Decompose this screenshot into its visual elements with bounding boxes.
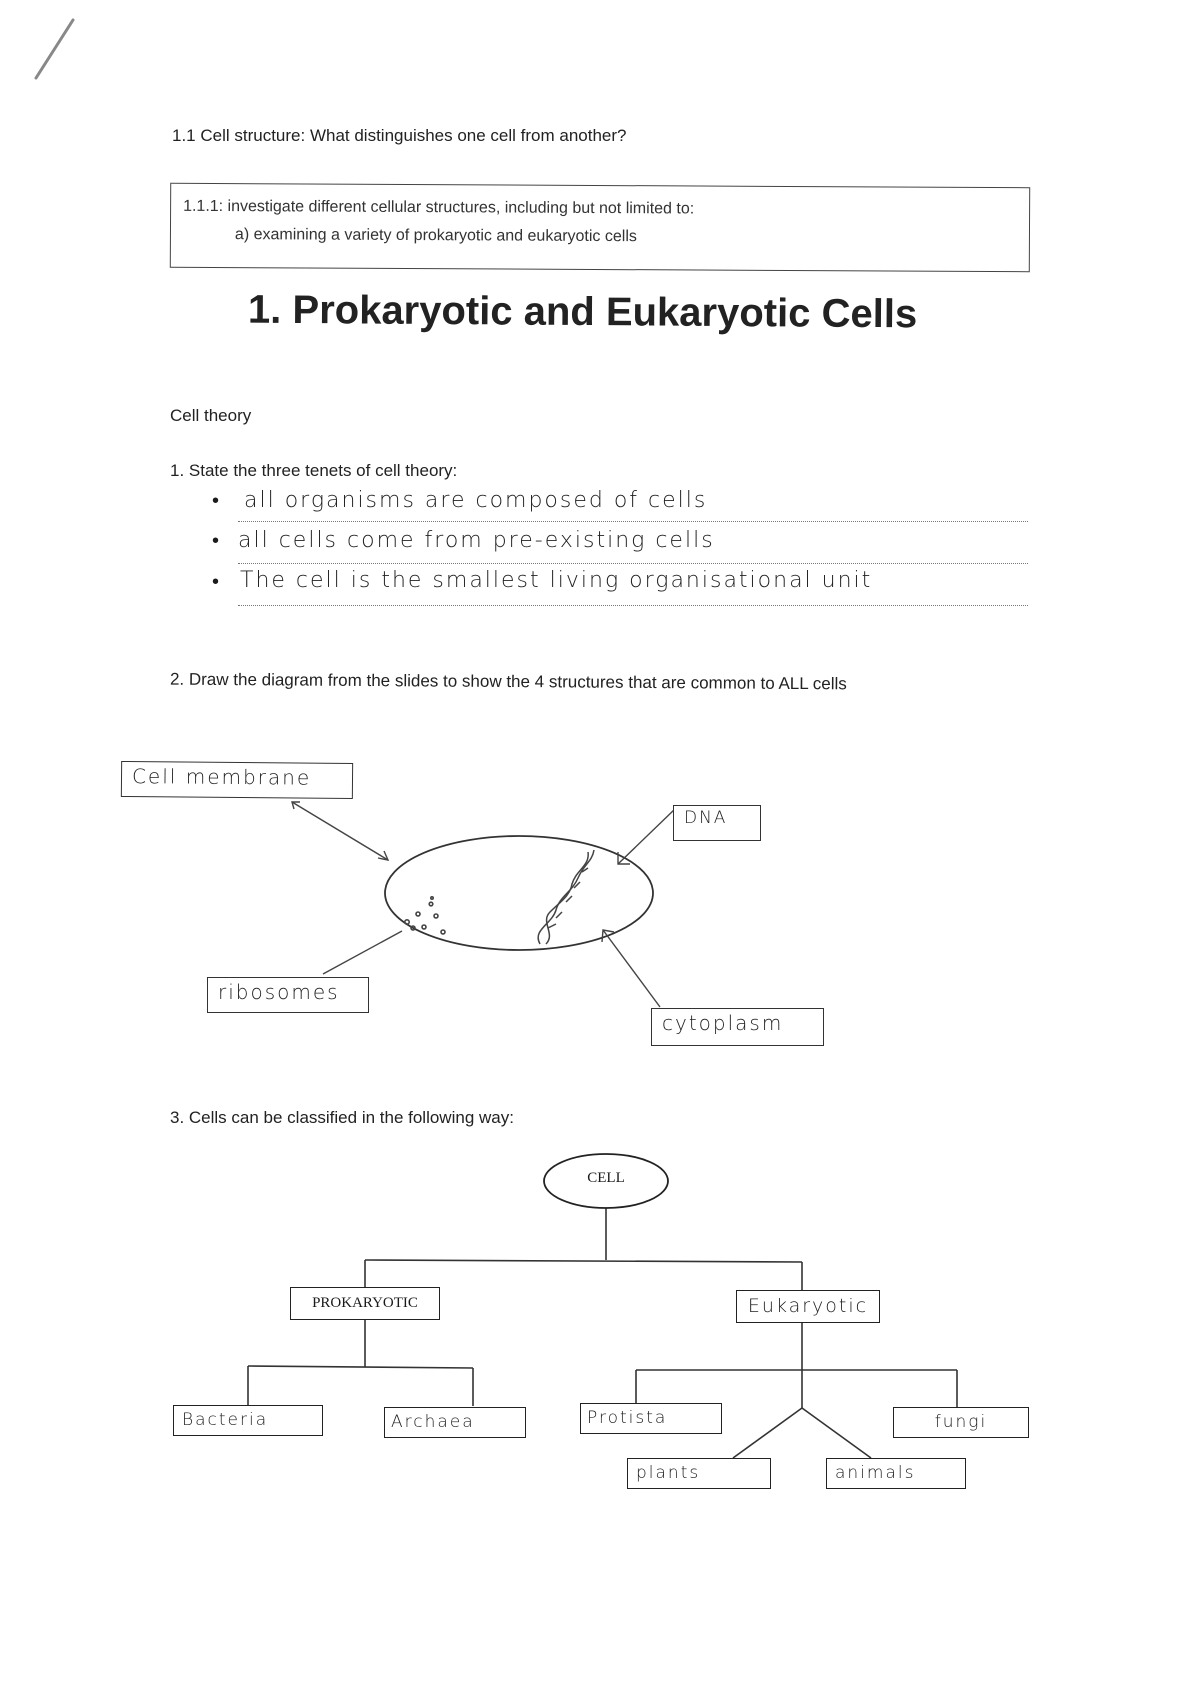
answer-2: all cells come from pre-existing cells <box>238 528 715 553</box>
outcome-line-1: 1.1.1: investigate different cellular structures, including but not limited to: <box>183 197 695 218</box>
answer-line-3 <box>238 605 1028 606</box>
outcome-line-2: a) examining a variety of prokaryotic and eukaryotic cells <box>234 226 637 246</box>
answer-3: The cell is the smallest living organisational unit <box>240 568 873 593</box>
answer-line-2 <box>238 563 1028 564</box>
tree-node-archaea: Archaea <box>384 1407 526 1438</box>
tree-node-eukaryotic: Eukaryotic <box>736 1290 880 1323</box>
bullet-icon: • <box>212 490 220 512</box>
section-heading: 1.1 Cell structure: What distinguishes one cell from another? <box>172 126 627 145</box>
label-cell-membrane: Cell membrane <box>121 761 353 799</box>
tree-node-animals: animals <box>826 1458 966 1489</box>
bullet-icon: • <box>212 530 220 552</box>
tree-node-plants: plants <box>627 1458 771 1489</box>
label-dna: DNA <box>673 805 761 841</box>
question-2-prompt: 2. Draw the diagram from the slides to show the 4 structures that are common to ALL cells <box>169 669 847 694</box>
page-title: 1. Prokaryotic and Eukaryotic Cells <box>247 287 918 337</box>
cell-theory-heading: Cell theory <box>170 406 252 425</box>
tree-node-protista: Protista <box>580 1403 722 1434</box>
tree-node-prokaryotic: PROKARYOTIC <box>290 1287 440 1320</box>
bullet-icon: • <box>212 571 220 593</box>
question-1-prompt: 1. State the three tenets of cell theory: <box>170 461 458 480</box>
question-3-prompt: 3. Cells can be classified in the following way: <box>170 1108 514 1127</box>
answer-1: all organisms are composed of cells <box>244 488 708 513</box>
tree-root-cell: CELL <box>587 1170 625 1186</box>
cell-oval <box>385 836 653 950</box>
tree-node-bacteria: Bacteria <box>173 1405 323 1436</box>
tree-node-fungi: fungi <box>893 1407 1029 1438</box>
label-ribosomes: ribosomes <box>207 977 369 1013</box>
answer-line-1 <box>238 521 1028 522</box>
label-cytoplasm: cytoplasm <box>651 1008 824 1046</box>
dna-helix <box>538 850 594 944</box>
learning-outcome-box <box>170 183 1030 273</box>
ribosome-dots <box>405 897 445 934</box>
pencil-mark <box>36 20 73 78</box>
